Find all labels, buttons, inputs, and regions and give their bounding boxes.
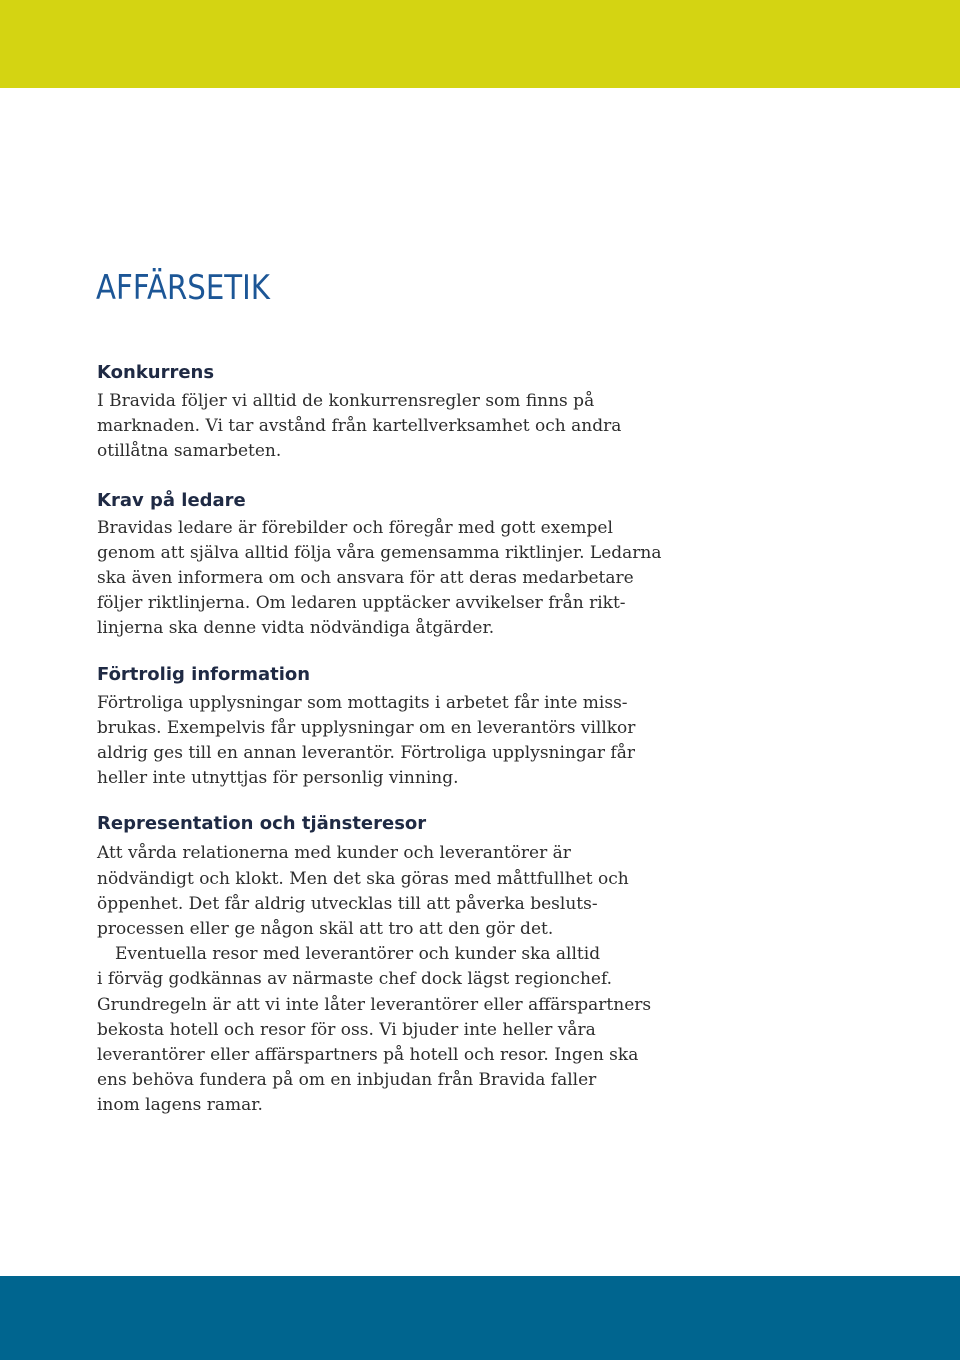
text-line: processen eller ge någon skäl att tro att den gör det. [97,919,554,940]
section-heading: Krav på ledare [97,489,246,511]
text-line: Förtroliga upplysningar som mottagits i arbetet får inte miss- [97,692,628,713]
paragraph [97,841,657,942]
paragraph [97,691,657,792]
section-heading: Konkurrens [97,362,215,383]
text-line: i förväg godkännas av närmaste chef dock lägst regionchef. [97,969,613,990]
text-line: otillåtna samarbeten. [97,441,282,462]
paragraph [97,389,657,465]
text-line: Bravidas ledare är förebilder och föregår med gott exempel [97,517,613,538]
paragraph [97,516,662,642]
page-title: AFFÄRSETIK [96,268,270,308]
text-line: I Bravida följer vi alltid de konkurrensregler som finns på [97,391,595,411]
text-line: heller inte utnyttjas för personlig vinning. [97,768,459,789]
text-line: nödvändigt och klokt. Men det ska göras med måttfullhet och [97,868,629,889]
document-body [97,360,662,1119]
top-color-band [0,0,960,88]
text-line: genom att själva alltid följa våra gemensamma riktlinjer. Ledarna [97,542,662,563]
section-heading: Representation och tjänsteresor [97,813,427,835]
section-krav-pa-ledare [97,488,662,642]
text-line: bekosta hotell och resor för oss. Vi bjuder inte heller våra [97,1019,596,1040]
text-line: följer riktlinjerna. Om ledaren upptäcker avvikelser från rikt- [97,593,626,614]
text-line: Grundregeln är att vi inte låter leverantörer eller affärspartners [97,994,652,1015]
text-line: marknaden. Vi tar avstånd från kartellverksamhet och andra [97,416,622,437]
text-line: linjerna ska denne vidta nödvändiga åtgärder. [97,618,495,639]
text-line: leverantörer eller affärspartners på hotell och resor. Ingen ska [97,1045,639,1066]
section-konkurrens [97,360,657,465]
text-line: Eventuella resor med leverantörer och kunder ska alltid [115,944,601,965]
text-line: Att vårda relationerna med kunder och leverantörer är [97,843,571,864]
text-line: öppenhet. Det får aldrig utvecklas till att påverka besluts- [97,893,598,914]
text-line: ska även informera om och ansvara för att deras medarbetare [97,568,634,589]
text-line: ens behöva fundera på om en inbjudan från Bravida faller [97,1070,597,1091]
text-line: aldrig ges till en annan leverantör. Förtroliga upplysningar får [97,743,635,764]
text-line: inom lagens ramar. [97,1095,263,1116]
paragraph [97,942,657,1118]
text-line: brukas. Exempelvis får upplysningar om en leverantörs villkor [97,717,636,738]
bottom-color-band [0,1276,960,1360]
section-representation-och-tjansteresor [97,811,657,1118]
section-fortrolig-information [97,662,657,792]
section-heading: Förtrolig information [97,663,311,685]
